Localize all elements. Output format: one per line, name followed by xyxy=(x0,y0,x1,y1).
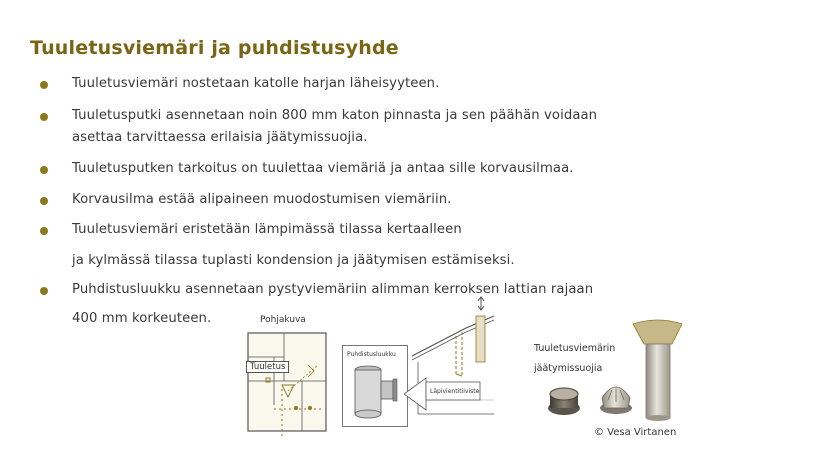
bullet-dot xyxy=(40,166,48,174)
slide-title: Tuuletusviemäri ja puhdistusyhde xyxy=(30,37,399,59)
roof-drawing xyxy=(404,296,496,424)
bullet-text: ja kylmässä tilassa tuplasti kondension ja jäätymisen estämiseksi. xyxy=(72,253,515,268)
caps-figure xyxy=(532,318,692,424)
bullet-dot xyxy=(40,227,48,235)
bullet-text: Tuuletusputki asennetaan noin 800 mm katon pinnasta ja sen päähän voidaan xyxy=(72,108,598,123)
bullet-text: Tuuletusviemäri nostetaan katolle harjan läheisyyteen. xyxy=(72,76,440,91)
cleanout-figure xyxy=(342,345,408,427)
bullet-dot xyxy=(40,81,48,89)
copyright-text: © Vesa Virtanen xyxy=(594,427,677,438)
floorplan-title: Pohjakuva xyxy=(260,315,306,325)
bullet-text: Puhdistusluukku asennetaan pystyviemäriin alimman kerroksen lattian rajaan xyxy=(72,282,594,297)
bullet-text: Korvausilma estää alipaineen muodostumisen viemäriin. xyxy=(72,192,452,207)
bullet-dot xyxy=(40,113,48,121)
bullet-text: 400 mm korkeuteen. xyxy=(72,311,212,326)
caps-label-line2: jäätymissuojia xyxy=(534,363,603,374)
bullet-text: asettaa tarvittaessa erilaisia jäätymissuojia. xyxy=(72,130,368,145)
bullet-dot xyxy=(40,287,48,295)
caps-drawing xyxy=(532,318,692,424)
roof-seal-label: Läpivientitiiviste xyxy=(430,388,480,395)
floorplan-vent-label: Tuuletus xyxy=(246,361,289,373)
caps-label-line1: Tuuletusviemärin xyxy=(534,343,616,354)
roof-figure xyxy=(404,296,496,424)
cleanout-label: Puhdistusluukku xyxy=(347,351,396,358)
floorplan-figure xyxy=(244,305,332,437)
bullet-text: Tuuletusputken tarkoitus on tuulettaa viemäriä ja antaa sille korvausilmaa. xyxy=(72,161,574,176)
bullet-text: Tuuletusviemäri eristetään lämpimässä tilassa kertaalleen xyxy=(72,222,462,237)
bullet-dot xyxy=(40,197,48,205)
